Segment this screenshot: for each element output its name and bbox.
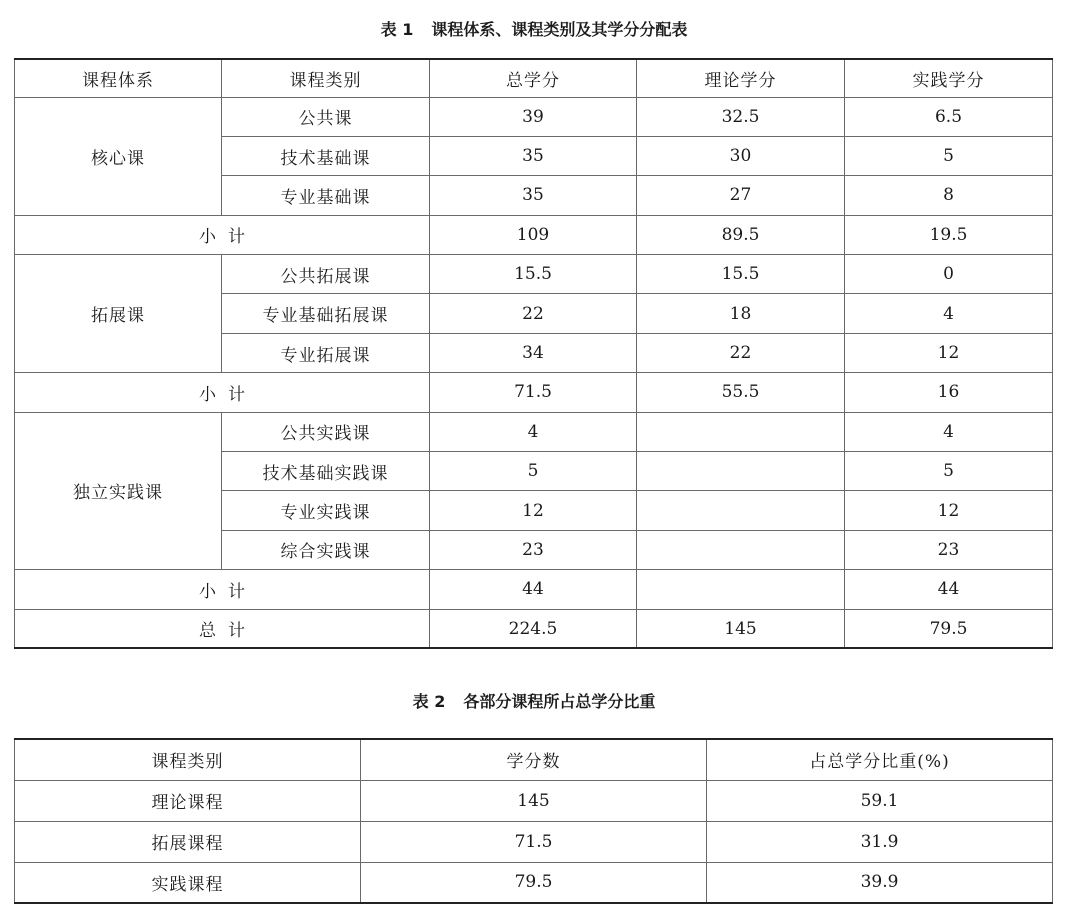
grand-total-label: 总计 (15, 609, 430, 648)
practice-cell: 4 (845, 412, 1053, 451)
category-cell: 技术基础实践课 (222, 452, 430, 491)
total-cell: 35 (430, 136, 637, 175)
theory-cell: 32.5 (637, 97, 845, 136)
group-system-cell: 独立实践课 (15, 412, 222, 570)
table-row (15, 862, 1053, 903)
theory-cell (637, 491, 845, 530)
total-cell: 22 (430, 294, 637, 333)
group-system-cell: 核心课 (15, 97, 222, 215)
practice-cell: 5 (845, 136, 1053, 175)
category-cell: 技术基础课 (222, 136, 430, 175)
category-cell: 公共课 (222, 97, 430, 136)
total-cell: 15.5 (430, 255, 637, 294)
practice-cell: 0 (845, 255, 1053, 294)
ratio-cell: 39.9 (707, 862, 1053, 903)
practice-cell: 12 (845, 333, 1053, 372)
table-row (15, 780, 1053, 821)
total-cell: 35 (430, 176, 637, 215)
theory-cell: 15.5 (637, 255, 845, 294)
grand-total-practice-cell: 79.5 (845, 609, 1053, 648)
header-course-category: 课程类别 (15, 739, 361, 780)
total-cell: 5 (430, 452, 637, 491)
theory-cell: 18 (637, 294, 845, 333)
total-cell: 23 (430, 530, 637, 569)
header-ratio: 占总学分比重(%) (707, 739, 1053, 780)
category-cell: 公共拓展课 (222, 255, 430, 294)
category-cell: 拓展课程 (15, 821, 361, 862)
practice-cell: 23 (845, 530, 1053, 569)
subtotal-theory-cell: 55.5 (637, 373, 845, 412)
subtotal-practice-cell: 16 (845, 373, 1053, 412)
subtotal-label: 小计 (15, 570, 430, 609)
header-theory-credits: 理论学分 (637, 59, 845, 97)
total-cell: 12 (430, 491, 637, 530)
table1-caption-number: 表 1 (380, 20, 414, 39)
category-cell: 公共实践课 (222, 412, 430, 451)
practice-cell: 6.5 (845, 97, 1053, 136)
subtotal-total-cell: 44 (430, 570, 637, 609)
practice-cell: 4 (845, 294, 1053, 333)
total-cell: 39 (430, 97, 637, 136)
grand-total-theory-cell: 145 (637, 609, 845, 648)
theory-cell: 30 (637, 136, 845, 175)
table1-caption-text: 课程体系、课程类别及其学分分配表 (431, 20, 688, 39)
subtotal-total-cell: 71.5 (430, 373, 637, 412)
theory-cell (637, 412, 845, 451)
total-cell: 4 (430, 412, 637, 451)
practice-cell: 5 (845, 452, 1053, 491)
ratio-cell: 59.1 (707, 780, 1053, 821)
subtotal-total-cell: 109 (430, 215, 637, 254)
ratio-cell: 31.9 (707, 821, 1053, 862)
total-cell: 34 (430, 333, 637, 372)
table2-caption-number: 表 2 (412, 692, 446, 711)
theory-cell (637, 530, 845, 569)
table2-caption (0, 692, 1068, 712)
header-total-credits: 总学分 (430, 59, 637, 97)
credits-cell: 79.5 (361, 862, 707, 903)
theory-cell: 27 (637, 176, 845, 215)
subtotal-row (15, 215, 1053, 254)
category-cell: 专业基础课 (222, 176, 430, 215)
theory-cell (637, 452, 845, 491)
table-row (15, 821, 1053, 862)
group-system-cell: 拓展课 (15, 255, 222, 373)
header-course-system: 课程体系 (15, 59, 222, 97)
credits-cell: 71.5 (361, 821, 707, 862)
subtotal-label: 小计 (15, 373, 430, 412)
subtotal-row (15, 373, 1053, 412)
theory-cell: 22 (637, 333, 845, 372)
subtotal-theory-cell: 89.5 (637, 215, 845, 254)
header-course-category: 课程类别 (222, 59, 430, 97)
subtotal-label: 小计 (15, 215, 430, 254)
credit-ratio-table (14, 738, 1053, 904)
grand-total-row (15, 609, 1053, 648)
table-row (15, 255, 1053, 294)
table-header-row (15, 739, 1053, 780)
practice-cell: 12 (845, 491, 1053, 530)
header-credits: 学分数 (361, 739, 707, 780)
table2-caption-text: 各部分课程所占总学分比重 (463, 692, 656, 711)
credit-allocation-table (14, 58, 1053, 649)
category-cell: 实践课程 (15, 862, 361, 903)
category-cell: 专业基础拓展课 (222, 294, 430, 333)
category-cell: 专业拓展课 (222, 333, 430, 372)
table-row (15, 97, 1053, 136)
category-cell: 理论课程 (15, 780, 361, 821)
header-practice-credits: 实践学分 (845, 59, 1053, 97)
subtotal-practice-cell: 44 (845, 570, 1053, 609)
practice-cell: 8 (845, 176, 1053, 215)
table1-caption (0, 20, 1068, 40)
table-header-row (15, 59, 1053, 97)
subtotal-practice-cell: 19.5 (845, 215, 1053, 254)
category-cell: 综合实践课 (222, 530, 430, 569)
grand-total-total-cell: 224.5 (430, 609, 637, 648)
category-cell: 专业实践课 (222, 491, 430, 530)
table-row (15, 412, 1053, 451)
subtotal-row (15, 570, 1053, 609)
credits-cell: 145 (361, 780, 707, 821)
subtotal-theory-cell (637, 570, 845, 609)
